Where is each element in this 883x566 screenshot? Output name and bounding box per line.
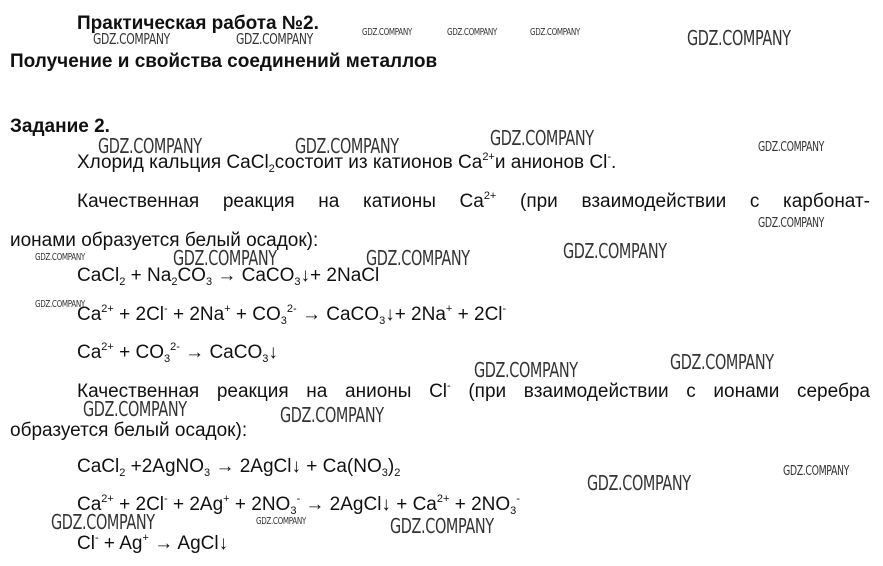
watermark-text: GDZ.COMPANY [687, 26, 791, 50]
page-subtitle: Получение и свойства соединений металлов [10, 51, 438, 72]
watermark-text: GDZ.COMPANY [783, 464, 850, 479]
watermark-text: GDZ.COMPANY [474, 358, 578, 382]
watermark-text: GDZ.COMPANY [98, 134, 202, 158]
watermark-text: GDZ.COMPANY [587, 471, 691, 495]
watermark-text: GDZ.COMPANY [366, 246, 470, 270]
equation-ionic-short-1: $Ca^{2+} + CO_3^{2-}$ → CaCO$_3$↓ [77, 341, 278, 365]
watermark-text: GDZ.COMPANY [256, 516, 306, 527]
watermark-text: GDZ.COMPANY [490, 126, 594, 150]
watermark-text: GDZ.COMPANY [35, 299, 85, 310]
watermark-text: GDZ.COMPANY [280, 403, 384, 427]
paragraph-cation-reaction-cont: ионами образуется белый осадок): [10, 230, 319, 251]
watermark-text: GDZ.COMPANY [173, 246, 277, 270]
watermark-text: GDZ.COMPANY [530, 27, 580, 38]
watermark-text: GDZ.COMPANY [758, 216, 825, 231]
watermark-text: GDZ.COMPANY [390, 514, 494, 538]
watermark-text: GDZ.COMPANY [670, 350, 774, 374]
paragraph-cation-reaction: Качественная реакция на катионы $Ca^{2+}$ (при взаимодействии с карбонат- [77, 190, 870, 212]
watermark-text: GDZ.COMPANY [51, 510, 155, 534]
equation-ionic-short-2: Cl- + Ag+ → AgCl↓ [77, 532, 229, 554]
paragraph-anion-reaction: Качественная реакция на анионы Cl- (при взаимодействии с ионами серебра [77, 380, 870, 402]
watermark-text: GDZ.COMPANY [93, 30, 170, 48]
page-title: Практическая работа №2. [77, 13, 319, 34]
equation-ionic-full-2: $Ca^{2+} + 2Cl^- + 2Ag^+ + 2NO_3^-$ → 2AgCl↓ + $Ca^{2+} + 2NO_3^-$ [77, 493, 520, 517]
watermark-text: GDZ.COMPANY [362, 27, 412, 38]
watermark-text: GDZ.COMPANY [83, 397, 187, 421]
equation-ionic-full-1: $Ca^{2+} + 2Cl^- + 2Na^+ + CO_3^{2-}$ → CaCO$_3$↓+ 2Na+ + 2Cl- [77, 303, 507, 327]
watermark-text: GDZ.COMPANY [563, 239, 667, 263]
watermark-text: GDZ.COMPANY [236, 30, 313, 48]
equation-molecular-2: CaCl$_2$ +2AgNO$_3$ → 2AgCl↓ + $Ca(NO_3)_2$ [77, 456, 401, 479]
equation-molecular-1: CaCl$_2$ + $Na_2CO_3$ → CaCO$_3$↓+ 2NaCl [77, 265, 380, 288]
paragraph-calcium-chloride: Хлорид кальция CaCl$_2$состоит из катионов $Ca^{2+}и$ анионов Cl-. [77, 151, 617, 175]
watermark-text: GDZ.COMPANY [35, 252, 85, 263]
watermark-text: GDZ.COMPANY [295, 134, 399, 158]
paragraph-anion-reaction-cont: образуется белый осадок): [10, 420, 248, 441]
watermark-text: GDZ.COMPANY [758, 140, 825, 155]
task-heading: Задание 2. [10, 116, 110, 137]
watermark-text: GDZ.COMPANY [447, 27, 497, 38]
